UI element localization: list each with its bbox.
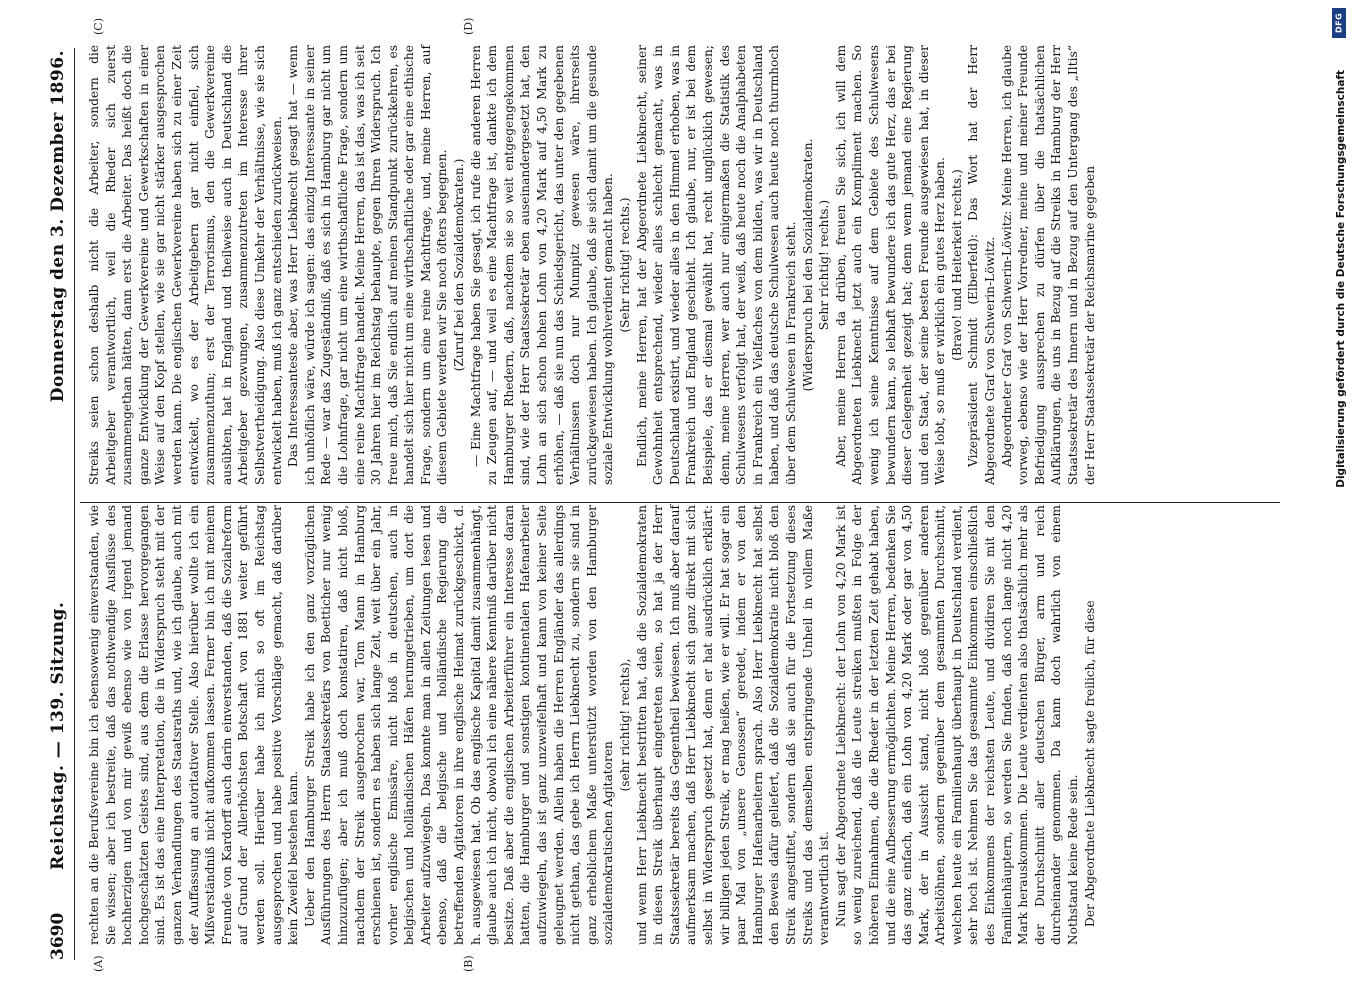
paragraph: — Eine Machtfrage haben Sie gesagt, ich rufe die anderen Herren zu Zeugen auf, — und weil es eine Machtfrage ist, dankte ich dem Hamburger Rhedern, daß, nachdem sie so weit entgegengekommen sind, wie der Herr Staatssekretär eben auseinandergesetzt hat, den Lohn an sich schon hohen Lohn von 4,20 Mark auf 4,50 Mark zu erhöhen, — daß sie nun das Schiedsgericht, das unter den gegebenen Verhältnissen doch nur Mumpitz gewesen wäre, ihrerseits zurückgewiesen haben. Ich glaube, daß sie sich damit um die gesunde soziale Entwicklung wohlverdient gemacht haben. — [468, 45, 616, 485]
margin-marker-a: (A) — [92, 955, 105, 972]
session-date: Donnerstag den 3. Dezember 1896. — [48, 50, 68, 403]
left-column — [86, 505, 1098, 945]
right-column — [86, 45, 1098, 485]
column-divider — [80, 502, 1280, 503]
paragraph: Der Abgeordnete Liebknecht sagte freilich, für diese — [1082, 600, 1097, 927]
margin-marker-d: (D) — [462, 17, 475, 35]
interjection: (Zuruf bei den Sozialdemokraten.) — [452, 158, 467, 372]
interjection: (Bravo! und Heiterkeit rechts.) — [949, 169, 964, 361]
paragraph: Das Interessanteste aber, was Herr Liebknecht gesagt hat — wenn ich unhöflich wäre, würde ich sagen: das einzig Interessante in seiner Rede — war das Zugeständniß, daß es sich in Hamburg gar nicht um die Lohnfrage, gar nicht um eine wirthschaftliche Frage, sondern um eine reine Machtfrage handelt. Meine Herren, das ist das, was ich seit 30 Jahren hier im Reichstag behaupte, gegen Ihren Widerspruch. Ich freue mich, daß Sie endlich auf meinen Standpunkt zurückkehren, es handelt sich hier nicht um eine wirthschaftliche oder gar eine ethische Frage, sondern um eine reine Machtfrage, und, meine Herren, auf diesem Gebiete werden wir Sie noch öfters begegnen. — [286, 45, 450, 485]
digitization-note — [1305, 0, 1353, 1000]
speaker-paragraph: Abgeordneter Graf von Schwerin-Löwitz: Meine Herren, ich glaube vorweg, ebenso wie der Herr Vorredner, meine und meiner Freunde Befriedigung aussprechen zu dürfen über die thatsächlichen Aufklärungen, die uns in Bezug auf die Streiks in Hamburg der Herr Staatssekretär des Innern und in Bezug auf den Untergang des „Iltis“ der Herr Staatssekretär der Reichsmarine gegeben — [999, 45, 1097, 485]
header-rule — [74, 48, 75, 960]
page-number: 3690 — [48, 912, 68, 960]
paragraph: Ueber den Hamburger Streik habe ich den ganz vorzüglichen Ausführungen des Herrn Staatssekretärs von Boetticher nur wenig hinzuzufügen; aber ich muß doch konstatiren, daß nicht bloß, nachdem der Streik ausgebrochen war, Tom Mann in Hamburg erschienen ist, sondern es haben sich lange Zeit, weit über ein Jahr, vorher englische Emissäre, nicht bloß in deutschen, auch in belgischen und holländischen Häfen herumgetrieben, um dort die Arbeiter aufzuwiegeln. Das konnte man in allen Zeitungen lesen und ebenso, daß die belgische und holländische Regierung die betreffenden Agitatoren in ihre englische Heimat zurückgeschickt, d. h. ausgewiesen hat. Ob das englische Kapital damit zusammenhängt, glaube auch ich nicht, obwohl ich eine nähere Kenntniß darüber nicht besitze. Daß aber die englischen Arbeiterführer ein Interesse daran hatten, die Hamburger und sonstigen kontinentalen Hafenarbeiter aufzuwiegeln, das ist ganz unzweifelhaft und kann von keiner Seite geleugnet werden. Allein haben die Herren Engländer das allerdings nicht gethan, das gebe ich Herrn Liebknecht zu, sondern sie sind in ganz erheblichem Maße unterstützt worden von den Hamburger sozialdemokratischen Agitatoren — [302, 505, 616, 945]
paragraph: rechten an die Berufsvereine bin ich ebensowenig einverstanden, wie Sie wissen; aber ich bestreite, daß das nothwendige Ausflüsse des hochherzigen und von mir gewiß ebenso wie von irgend jemand hochgeschätzten Geistes sind, aus dem die Erlasse hervorgegangen sind. Es ist das eine Interpretation, die in Widerspruch steht mit der ganzen Verhandlungen des Staatsraths und, wie ich glaube, auch mit der Auffassung an autoritativer Stelle. Also hierüber wollte ich ein Mißverständniß nicht aufkommen lassen. Ferner bin ich mit meinem Freunde von Kardorff auch darin einverstanden, daß die Sozialreform auf Grund der Allerhöchsten Botschaft von 1881 weiter geführt werden soll. Hierüber habe ich mich so oft im Reichstag ausgesprochen und habe positive Vorschläge gemacht, daß darüber kein Zweifel bestehen kann. — [87, 505, 301, 945]
paragraph: Endlich, meine Herren, hat der Abgeordnete Liebknecht, seiner Gewohnheit entsprechend, wieder alles schlecht gemacht, was in Deutschland existirt, und wieder alles in den Himmel erhoben, was in Frankreich und England geschieht. Ich glaube, nur, er ist bei dem Beispiele, das er diesmal gewählt hat, recht unglücklich gewesen; denn, meine Herren, wer auch nur einigermaßen die Statistik des Schulwesens verfolgt hat, der weiß, daß heute noch die Analphabeten in Frankreich ein Vielfaches von dem bilden, was wir in Deutschland haben, und daß das deutsche Schulwesen auch heute noch thurmhoch über dem Schulwesen in Frankreich steht. — [634, 45, 798, 485]
interjection: Sehr richtig! rechts.) — [817, 199, 832, 331]
interjection: (sehr richtig! rechts), — [618, 658, 632, 792]
margin-marker-c: (C) — [92, 18, 105, 35]
session-title: Reichstag. — 139. Sitzung. — [48, 601, 68, 870]
paragraph: Nun sagt der Abgeordnete Liebknecht: der Lohn von 4,20 Mark ist so wenig zureichend, daß die Leute streiken mußten in Folge der höheren Einnahmen, die die Rheder in der letzten Zeit gehabt haben, und die eine Aufbesserung ermöglichten. Meine Herren, bedenken Sie das ganz einfach, daß ein Lohn von 4,20 Mark oder gar von 4,50 Mark, der in Aussicht stand, nicht bloß gegenüber anderen Arbeitslöhnen, sondern gegenüber dem gesammten Durchschnitt, welchen heute ein Familienhaupt überhaupt in Deutschland verdient, sehr hoch ist. Nehmen Sie das gesammte Einkommen einschließlich des Einkommens der reichsten Leute, und dividiren Sie mit den Familienhäuptern, so werden Sie finden, daß noch lange nicht 4,20 Mark herauskommen. Die Leute verdienten also thatsächlich mehr als der Durchschnitt aller deutschen Bürger, arm und reich durcheinander genommen. Da kann doch wahrlich von einem Nothstand keine Rede sein. — [833, 505, 1081, 945]
digitization-note-text: Digitalisierung gefördert durch die Deutsche Forschungsgemeinschaft — [1335, 70, 1347, 488]
dfg-logo: DFG — [1332, 8, 1346, 38]
margin-marker-b: (B) — [462, 955, 475, 972]
speaker-paragraph: Vizepräsident Schmidt (Elberfeld): Das Wort hat der Herr Abgeordnete Graf von Schwerin-Löwitz. — [966, 45, 998, 485]
interjection: (Widerspruch bei den Sozialdemokraten. — [800, 138, 815, 392]
paragraph: Streiks seien schon deshalb nicht die Arbeiter, sondern die Arbeitgeber verantwortlich, weil die Rheder sich zuerst zusammengethan hätten, dann erst die Arbeiter. Das heißt doch die ganze Entwicklung der Gewerkvereine und Gewerkschaften in einer Weise auf den Kopf stellen, wie sie gar nicht stärker ausgesprochen werden kann. Die englischen Gewerkvereine haben sich zu einer Zeit entwickelt, wo es der Arbeitgebern gar nicht einfiel, sich zusammenzuthun; erst der Terrorismus, den die Gewerkvereine ausübten, hat in England und theilweise auch in Deutschland die Arbeitgeber gezwungen, zusammenzutreten im Interesse ihrer Selbstvertheidigung. Also diese Umkehr der Verhältnisse, wie sie sich entwickelt haben, muß ich ganz entschieden zurückweisen. — [87, 45, 284, 485]
paragraph: und wenn Herr Liebknecht bestritten hat, daß die Sozialdemokraten in diesen Streik überhaupt eingetreten seien, so hat ja der Herr Staatssekretär bereits das Gegentheil bewiesen. Ich muß aber darauf aufmerksam machen, daß Herr Liebknecht sich ganz direkt mit sich selbst in Widerspruch gesetzt hat, denn er hat ausdrücklich erklärt: wir billigen jeden Streik, er mag heißen, wie er will. Er hat sogar ein paar Mal von „unsere Genossen“ geredet, indem er von den Hamburger Hafenarbeitern sprach. Also Herr Liebknecht hat selbst den Beweis dafür geliefert, daß die Sozialdemokratie nicht bloß den Streik angestiftet, sondern daß sie auch für die Fortsetzung dieses Streiks und das demselben entspringende Unheil in vollem Maße verantwortlich ist. — [634, 505, 832, 945]
interjection: (Sehr richtig! rechts.) — [618, 197, 632, 333]
paragraph: Aber, meine Herren da drüben, freuen Sie sich, ich will dem Abgeordneten Liebknecht jetzt auch ein Kompliment machen. So wenig ich seine Kenntnisse auf dem Gebiete des Schulwesens bewundern kann, so lebhaft bewundere ich das gute Herz, das er bei dieser Gelegenheit gezeigt hat; denn wenn jemand eine Regierung und den Staat, der seine besten Freunde ausgewiesen hat, in dieser Weise lobt, so muß er wirklich ein gutes Herz haben. — [833, 45, 948, 485]
